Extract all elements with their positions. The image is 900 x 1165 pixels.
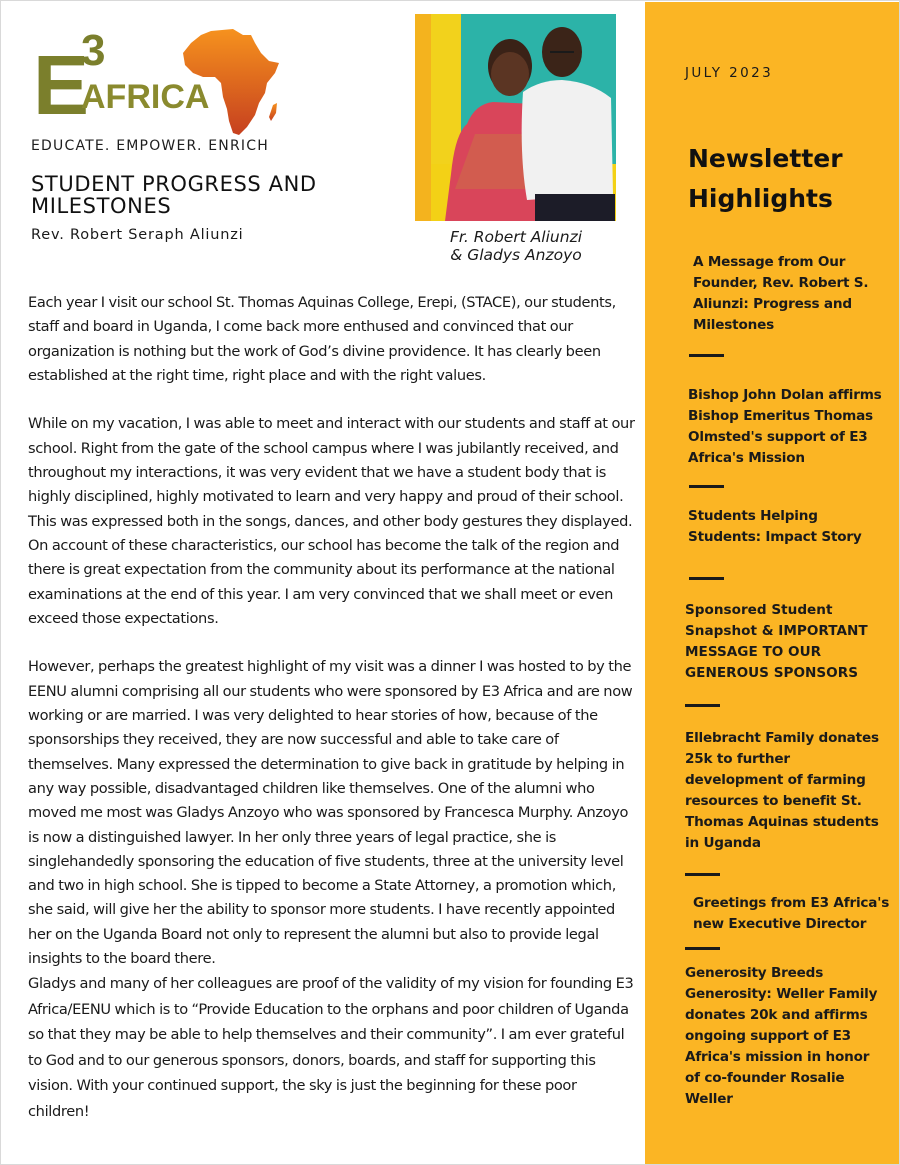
paragraph-4: Gladys and many of her colleagues are proof of the validity of my vision for founding E3 Africa/EENU which is to “Provide Education to the orphans and poor children of Uganda so that they may be able to help themselves and their community”. I am ever grateful to God and to our generous sponsors, donors, boards, and staff for supporting this vision. With your continued support, the sky is just the beginning for these poor children! [28,975,634,1120]
highlight-item-students-helping[interactable]: Students Helping Students: Impact Story [688,508,862,545]
article-body [28,291,640,1149]
logo-superscript: 3 [81,26,106,75]
caption-line-2: & Gladys Anzoyo [450,246,582,264]
e3-africa-logo [31,25,291,143]
issue-date: JULY 2023 [685,65,774,81]
sidebar-heading [688,139,888,219]
highlight-item-ellebracht-donation[interactable]: Ellebracht Family donates 25k to further development of farming resources to benefit St. Thomas Aquinas students in Uganda [685,730,879,851]
logo-mark: E [33,38,88,132]
highlights-sidebar [645,2,899,1164]
divider [689,354,724,357]
highlight-item-sponsored-snapshot[interactable]: Sponsored Student Snapshot & IMPORTANT MESSAGE TO OUR GENEROUS SPONSORS [685,602,868,681]
africa-continent-icon [181,27,285,139]
logo-word: AFRICA [81,78,210,116]
paragraph-3: However, perhaps the greatest highlight of my visit was a dinner I was hosted to by the EENU alumni comprising all our students who were sponsored by E3 Africa and are now working or are married. I was very delighted to hear stories of how, because of the sponsorships they received, they are now successful and able to take care of themselves. Many expressed the determination to give back in gratitude by helping in any way possible, disadvantaged children like themselves. One of the alumni who moved me most was Gladys Anzoyo who was sponsored by Francesca Murphy. Anzoyo is now a distinguished lawyer. In her only three years of legal practice, she is singlehandedly sponsoring the education of five students, three at the university level and two in high school. She is tipped to become a State Attorney, a promotion which, she said, will give her the ability to sponsor more students. I have recently appointed her on the Uganda Board not only to represent the alumni but also to provide legal insights to the board there. [28,658,633,968]
article-title: STUDENT PROGRESS AND MILESTONES [31,172,317,218]
tagline: EDUCATE. EMPOWER. ENRICH [31,138,269,154]
divider [689,485,724,488]
paragraph-1: Each year I visit our school St. Thomas Aquinas College, Erepi, (STACE), our students, staff and board in Uganda, I come back more enthused and convinced that our organization is nothing but the work of God’s divine providence. It has clearly been established at the right time, right place and with the right values. [28,294,616,384]
highlight-item-weller-donation[interactable]: Generosity Breeds Generosity: Weller Family donates 20k and affirms ongoing support of E3 Africa's mission in honor of co-founder Rosalie Weller [685,965,878,1107]
highlight-item-founder-message[interactable]: A Message from Our Founder, Rev. Robert S. Aliunzi: Progress and Milestones [693,254,869,333]
divider [689,577,724,580]
photo-caption [421,228,611,264]
sidebar-heading-line-2: Highlights [688,184,833,213]
founder-photo [415,14,616,221]
sidebar-heading-line-1: Newsletter [688,144,843,173]
highlight-item-executive-director[interactable]: Greetings from E3 Africa's new Executive Director [693,895,890,932]
caption-line-1: Fr. Robert Aliunzi [449,228,583,246]
highlight-item-bishop-dolan[interactable]: Bishop John Dolan affirms Bishop Emeritus Thomas Olmsted's support of E3 Africa's Mission [688,387,882,466]
paragraph-2: While on my vacation, I was able to meet and interact with our students and staff at our school. Right from the gate of the school campus where I was jubilantly received, and throughout my interactions, it was very evident that we have a student body that is highly disciplined, highly motivated to learn and very happy and proud of their school. This was expressed both in the songs, dances, and other body gestures they displayed. On account of these characteristics, our school has become the talk of the region and there is great expectation from the community about its performance at the national examinations at the end of this year. I am very convinced that we shall meet or even exceed those expectations. [28,415,635,627]
article-author: Rev. Robert Seraph Aliunzi [31,227,244,243]
divider [685,704,720,707]
divider [685,873,720,876]
divider [685,947,720,950]
photo-illustration [415,14,616,221]
